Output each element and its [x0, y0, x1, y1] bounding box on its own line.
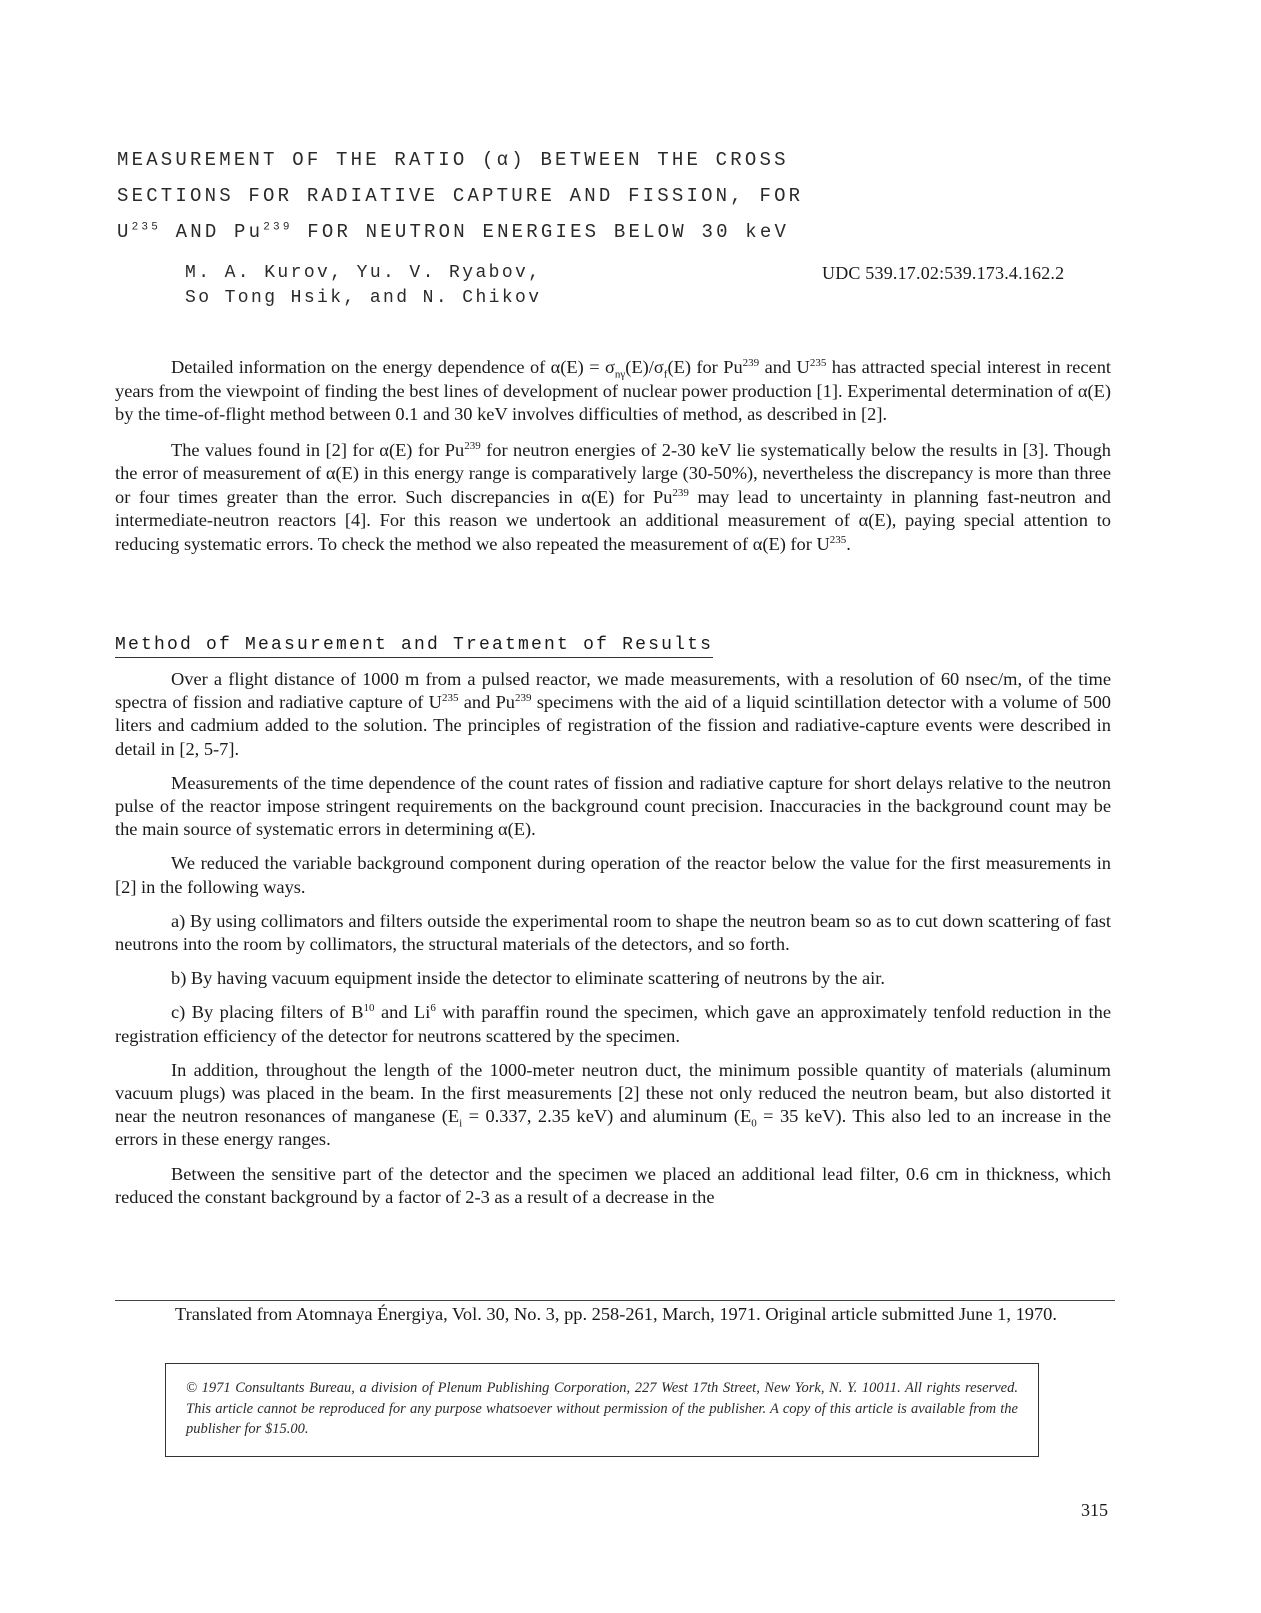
- title-line-3: [117, 214, 957, 250]
- superscript: 239: [515, 692, 532, 705]
- section-heading: Method of Measurement and Treatment of Results: [115, 634, 713, 658]
- superscript: 239: [672, 486, 689, 499]
- title-line-1: MEASUREMENT OF THE RATIO (α) BETWEEN THE CROSS: [117, 149, 789, 171]
- superscript: 6: [430, 1002, 436, 1015]
- title-text: FOR NEUTRON ENERGIES BELOW 30 keV: [292, 221, 790, 243]
- udc-code: UDC 539.17.02:539.173.4.162.2: [822, 263, 1065, 283]
- subscript: i: [459, 1117, 463, 1130]
- method-body: [115, 668, 1111, 1220]
- text-run: and U: [759, 357, 810, 377]
- translation-footnote: Translated from Atomnaya Énergiya, Vol. 30, No. 3, pp. 258-261, March, 1971. Original article submitted June 1, 1970.: [175, 1304, 1057, 1324]
- text-run: Over a flight distance of 1000 m from a pulsed reactor, we made measurements, with a resolution of 60 nsec/m, of the time spectra of fission and radiative capture of U: [115, 669, 1111, 713]
- text-run: = 0.337, 2.35 keV) and aluminum (E: [462, 1106, 752, 1127]
- text-run: and Li: [374, 1002, 431, 1023]
- authors-line-2: So Tong Hsik, and N. Chikov: [185, 288, 542, 308]
- text-run: may lead to uncertainty in planning fast-neutron and intermediate-neutron reactors [4]. For this reason we undertook an additional measurement of α(E), paying special attention to reducing systematic errors. To check the method we also repeated the measurement of α(E) for U: [115, 486, 1111, 554]
- paragraph-7: b) By having vacuum equipment inside the detector to eliminate scattering of neutrons by the air.: [171, 968, 885, 989]
- subscript: 0: [751, 1117, 757, 1130]
- text-run: In addition, throughout the length of the 1000-meter neutron duct, the minimum possible quantity of materials (aluminum vacuum plugs) was placed in the beam. In the first measurements [2] these not only reduced the neutron beam, but also distorted it near the neutron resonances of manganese (E: [115, 1059, 1111, 1127]
- text-run: (E) for Pu: [667, 357, 743, 377]
- paragraph-6: a) By using collimators and filters outside the experimental room to shape the neutron beam so as to cut down scattering of fast neutrons into the room by collimators, the structural materials of the detectors, and so forth.: [115, 910, 1111, 955]
- text-run: c) By placing filters of B: [171, 1002, 364, 1023]
- text-run: and Pu: [458, 692, 515, 713]
- paragraph-4: Measurements of the time dependence of the count rates of fission and radiative capture for short delays relative to the neutron pulse of the reactor impose stringent requirements on the background count precision. Inaccuracies in the background count may be the main source of systematic errors in determining α(E).: [115, 772, 1111, 840]
- page-number: 315: [1081, 1500, 1108, 1520]
- superscript: 239: [742, 356, 760, 369]
- text-run: Detailed information on the energy dependence of α(E) = σ: [171, 357, 615, 377]
- superscript: 239: [464, 439, 481, 452]
- text-run: (E)/σ: [625, 357, 664, 377]
- mass-number: 239: [263, 221, 293, 234]
- superscript: 235: [829, 533, 847, 546]
- paragraph-2: [115, 439, 1111, 557]
- paragraph-1: [115, 356, 1111, 427]
- subscript: f: [663, 368, 668, 381]
- superscript: 10: [363, 1002, 375, 1015]
- copyright-notice: © 1971 Consultants Bureau, a division of Plenum Publishing Corporation, 227 West 17th Street, New York, N. Y. 10011. All rights reserved. This article cannot be reproduced for any purpose whatsoever without permission of the publisher. A copy of this article is available from the publisher for $15.00.: [165, 1363, 1039, 1457]
- paragraph-8: [115, 1001, 1111, 1047]
- paragraph-9: [115, 1059, 1111, 1152]
- text-run: specimens with the aid of a liquid scintillation detector with a volume of 500 liters and cadmium added to the solution. The principles of registration of the fission and radiative-capture events were described in detail in [2, 5-7].: [115, 692, 1111, 759]
- superscript: 235: [809, 356, 827, 369]
- text-run: .: [846, 533, 851, 554]
- paragraph-5: We reduced the variable background component during operation of the reactor below the value for the first measurements in [2] in the following ways.: [115, 853, 1111, 897]
- footnote-divider: [115, 1300, 1115, 1301]
- title-text: U: [117, 221, 132, 243]
- text-run: has attracted special interest in recent years from the viewpoint of finding the best lines of development of nuclear power production [1]. Experimental determination of α(E) by the time-of-flight method between 0.1 and 30 keV involves difficulties of method, as described in [2].: [115, 357, 1112, 424]
- authors-line-1: M. A. Kurov, Yu. V. Ryabov,: [185, 263, 542, 283]
- title-text: AND Pu: [161, 221, 264, 243]
- text-run: = 35 keV). This also led to an increase in the errors in these energy ranges.: [115, 1106, 1112, 1150]
- text-run: The values found in [2] for α(E) for Pu: [171, 439, 465, 460]
- subscript: nγ: [614, 368, 626, 381]
- intro-body: [115, 356, 1111, 568]
- paragraph-3: [115, 668, 1111, 761]
- text-run: with paraffin round the specimen, which gave an approximately tenfold reduction in the registration efficiency of the detector for neutrons scattered by the specimen.: [115, 1002, 1111, 1046]
- mass-number: 235: [131, 221, 162, 234]
- superscript: 235: [441, 692, 459, 705]
- article-title: [117, 142, 957, 250]
- author-list: [185, 261, 541, 311]
- paragraph-10: Between the sensitive part of the detector and the specimen we placed an additional lead filter, 0.6 cm in thickness, which reduced the constant background by a factor of 2-3 as a result of a decrease in the: [115, 1163, 1111, 1207]
- text-run: for neutron energies of 2-30 keV lie systematically below the results in [3]. Though the error of measurement of α(E) in this energy range is comparatively large (30-50%), nevertheless the discrepancy is more than three or four times greater than the error. Such discrepancies in α(E) for Pu: [115, 439, 1111, 507]
- title-line-2: SECTIONS FOR RADIATIVE CAPTURE AND FISSION, FOR: [117, 185, 804, 207]
